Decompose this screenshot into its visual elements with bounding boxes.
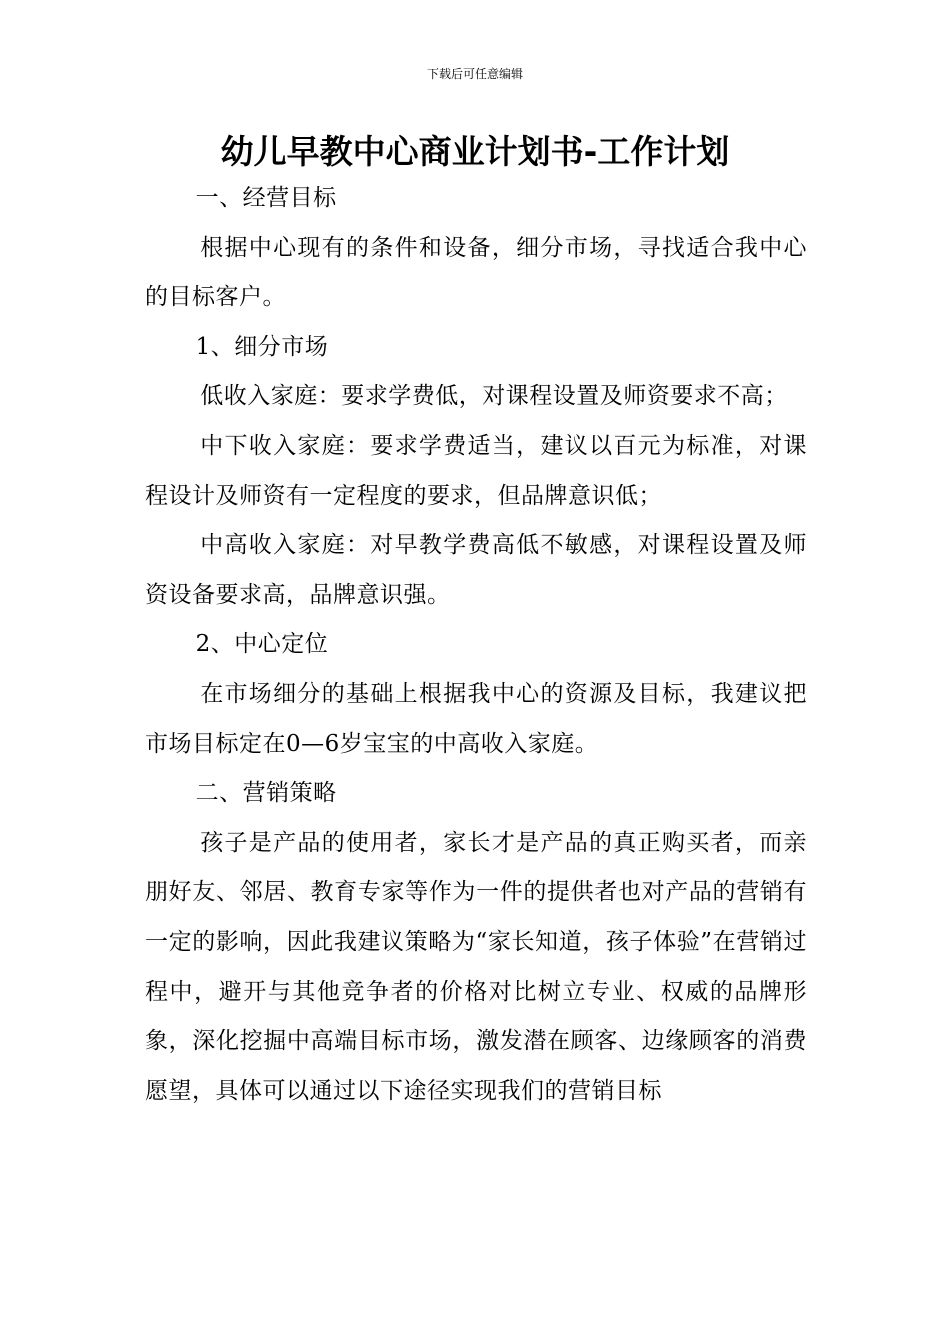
paragraph-upper-middle-income: 中高收入家庭：对早教学费高低不敏感，对课程设置及师资设备要求高，品牌意识强。 bbox=[145, 532, 807, 608]
paragraph-low-income: 低收入家庭：要求学费低，对课程设置及师资要求不高； bbox=[200, 383, 788, 410]
subheading-center-positioning: 2、中心定位 bbox=[195, 631, 329, 658]
section-heading-marketing-strategy: 二、营销策略 bbox=[195, 780, 337, 807]
paragraph-lower-middle-income: 中下收入家庭：要求学费适当，建议以百元为标准，对课程设计及师资有一定程度的要求，但品牌意识低； bbox=[145, 432, 807, 509]
section-heading-business-goals: 一、经营目标 bbox=[195, 185, 337, 211]
header-note: 下载后可任意编辑 bbox=[426, 67, 523, 81]
paragraph-marketing-strategy: 孩子是产品的使用者，家长才是产品的真正购买者，而亲朋好友、邻居、教育专家等作为一件的提供者也对产品的营销有一定的影响，因此我建议策略为“家长知道，孩子体验”在营销过程中，避开与其他竞争者的价格对比树立专业、权威的品牌形象，深化挖掘中高端目标市场，激发潜在顾客、边缘顾客的消费愿望，具体可以通过以下途径实现我们的营销目标 bbox=[145, 829, 807, 1104]
document-body bbox=[145, 174, 807, 1116]
subheading-market-segmentation: 1、细分市场 bbox=[195, 333, 329, 360]
document-title: 幼儿早教中心商业计划书-工作计划 bbox=[220, 132, 730, 171]
paragraph-goal-intro: 根据中心现有的条件和设备，细分市场，寻找适合我中心的目标客户。 bbox=[145, 234, 807, 311]
paragraph-positioning: 在市场细分的基础上根据我中心的资源及目标，我建议把市场目标定在0—6岁宝宝的中高收入家庭。 bbox=[145, 680, 807, 757]
